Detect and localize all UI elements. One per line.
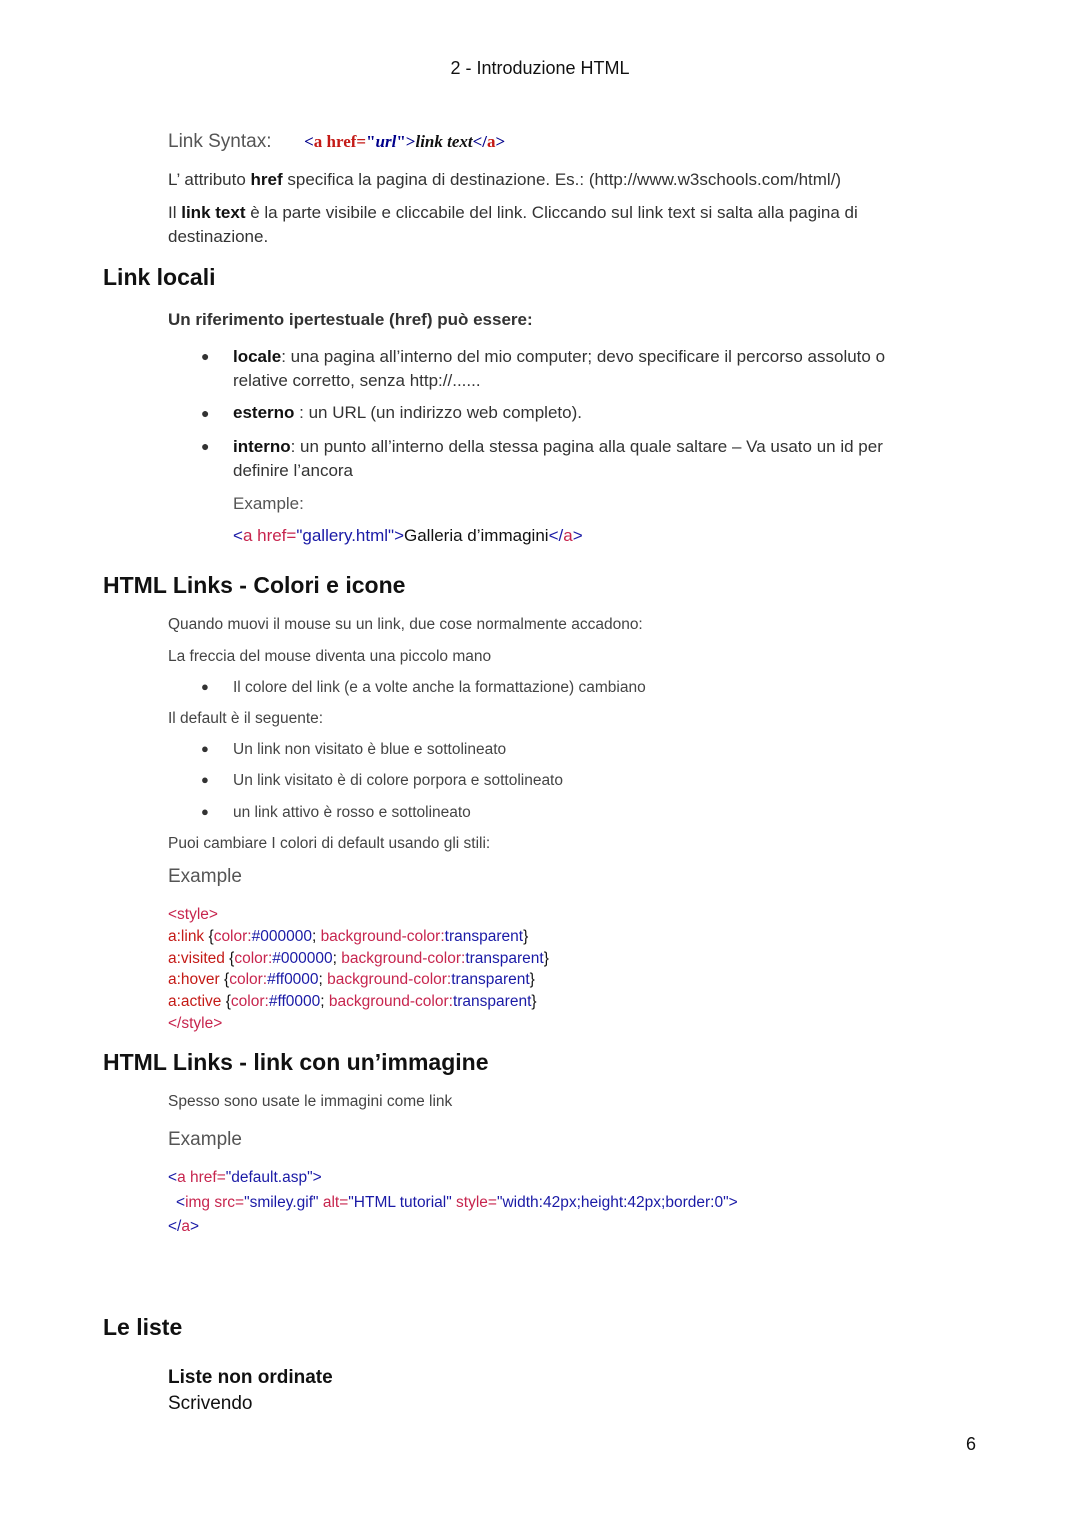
css-brace: } [543, 950, 549, 967]
code-attr: style= [456, 1194, 497, 1211]
css-value: transparent [451, 971, 530, 988]
css-sep: ; [332, 950, 342, 967]
link-syntax-line [168, 131, 505, 153]
code-a: a [181, 1218, 190, 1235]
image-code-line3 [168, 1218, 199, 1236]
heading-le-liste: Le liste [103, 1314, 183, 1340]
heading-link-immagine: HTML Links - link con un’immagine [103, 1049, 489, 1075]
syntax-close-lt: </ [472, 132, 488, 151]
css-value: transparent [452, 993, 532, 1010]
code-tag: img [185, 1194, 215, 1211]
css-selector: a:visited [168, 950, 230, 967]
css-prop: color: [230, 993, 269, 1010]
linktext-pre: Il [168, 203, 182, 222]
colors-b2: Un link non visitato è blue e sottolineato [233, 741, 507, 758]
syntax-link-text: link text [415, 132, 473, 151]
page-number: 6 [965, 1434, 976, 1454]
code-row-link [168, 928, 528, 946]
colors-p3: Il default è il seguente: [168, 710, 324, 727]
css-prop: color: [213, 928, 252, 945]
list-item-interno-2: definire l’ancora [233, 461, 354, 480]
colors-p2: La freccia del mouse diventa una piccolo mano [168, 648, 492, 665]
syntax-tag: a href= [313, 132, 367, 151]
css-value: #ff0000 [267, 971, 319, 988]
css-sep: ; [320, 993, 329, 1010]
css-selector: a:active [168, 993, 226, 1010]
css-value: transparent [444, 928, 524, 945]
css-brace: { [229, 950, 235, 967]
code-attr: src= [214, 1194, 245, 1211]
heading-link-locali: Link locali [103, 264, 216, 290]
list-item-interno [233, 437, 883, 457]
code-text: Galleria d’immagini [404, 526, 549, 545]
css-prop: background-color: [327, 971, 452, 988]
example-gallery-code [233, 526, 583, 546]
href-paragraph [168, 170, 841, 190]
syntax-close-a: a [487, 132, 496, 151]
example-label: Example: [233, 494, 304, 513]
linktext-bold: link text [181, 203, 246, 222]
item-text: : un URL (un indirizzo web completo). [294, 403, 582, 422]
css-value: #ff0000 [268, 993, 321, 1010]
code-row-visited [168, 950, 549, 968]
bullet-icon: ● [201, 804, 209, 819]
image-link-p1: Spesso sono usate le immagini come link [168, 1093, 453, 1110]
image-code-line1 [168, 1169, 322, 1187]
code-val: "smiley.gif" [244, 1194, 323, 1211]
code-style-open: <style> [168, 906, 218, 923]
colors-b4: un link attivo è rosso e sottolineato [233, 804, 471, 821]
css-prop: background-color: [320, 928, 445, 945]
item-bold: esterno [233, 403, 295, 422]
css-sep: ; [311, 928, 321, 945]
linktext-paragraph-2: destinazione. [168, 227, 269, 246]
code-attr: a href= [177, 1169, 226, 1186]
colors-example-label: Example [168, 866, 242, 887]
css-brace: } [529, 971, 535, 988]
code-style-close: </style> [168, 1015, 223, 1032]
item-bold: locale [233, 347, 282, 366]
css-prop: color: [229, 971, 268, 988]
code-a: a [563, 526, 573, 545]
css-brace: } [531, 993, 537, 1010]
syntax-label: Link Syntax: [168, 131, 272, 152]
colors-p1: Quando muovi il mouse su un link, due cose normalmente accadono: [168, 616, 643, 633]
item-text: : un punto all’interno della stessa pagina alla quale saltare – Va usato un id per [290, 437, 883, 456]
css-selector: a:link [168, 928, 209, 945]
href-pre: L’ attributo [168, 170, 251, 189]
href-bold: href [250, 170, 283, 189]
code-val: "HTML tutorial" [348, 1194, 457, 1211]
list-item-esterno [233, 403, 582, 423]
item-text: : una pagina all’interno del mio computer; devo specificare il percorso assoluto o [281, 347, 886, 366]
bullet-icon: ● [201, 772, 209, 787]
css-sep: ; [318, 971, 328, 988]
code-val: "gallery.html"> [296, 526, 404, 545]
colors-p4: Puoi cambiare I colori di default usando gli stili: [168, 835, 491, 852]
code-val: "default.asp"> [225, 1169, 322, 1186]
code-gt: > [572, 526, 583, 545]
code-close: </ [548, 526, 564, 545]
code-lt: < [168, 1169, 178, 1186]
bullet-icon: ● [201, 679, 209, 694]
code-row-hover [168, 971, 535, 989]
syntax-quote-gt: "> [396, 132, 416, 151]
syntax-gt: > [495, 132, 506, 151]
href-post: specifica la pagina di destinazione. Es.: (http://www.w3schools.com/html/) [282, 170, 842, 189]
subheading-href: Un riferimento ipertestuale (href) può essere: [168, 310, 533, 329]
css-value: transparent [465, 950, 544, 967]
code-gt: > [189, 1218, 200, 1235]
code-attr: alt= [322, 1194, 349, 1211]
syntax-lt: < [304, 132, 314, 151]
code-lt: < [176, 1194, 186, 1211]
heading-colori-icone: HTML Links - Colori e icone [103, 572, 406, 598]
image-link-example-label: Example [168, 1129, 242, 1150]
bullet-icon: ● [201, 438, 210, 454]
bullet-icon: ● [201, 405, 210, 421]
bullet-icon: ● [201, 348, 210, 364]
code-row-active [168, 993, 537, 1011]
colors-b1: Il colore del link (e a volte anche la formattazione) cambiano [233, 679, 646, 696]
css-value: #000000 [251, 928, 312, 945]
css-brace: { [224, 971, 230, 988]
code-lt: < [233, 526, 243, 545]
code-lt: </ [168, 1218, 182, 1235]
css-brace: { [208, 928, 214, 945]
list-item-locale [233, 347, 885, 367]
css-brace: { [225, 993, 231, 1010]
page-header: 2 - Introduzione HTML [450, 58, 630, 78]
image-code-line2 [176, 1194, 738, 1212]
linktext-post1: è la parte visibile e cliccabile del link. Cliccando sul link text si salta alla pagina di [245, 203, 858, 222]
css-prop: background-color: [328, 993, 453, 1010]
css-prop: color: [234, 950, 273, 967]
bullet-icon: ● [201, 741, 209, 756]
lists-text: Scrivendo [168, 1393, 253, 1414]
colors-b3: Un link visitato è di colore porpora e sottolineato [233, 772, 563, 789]
css-brace: } [523, 928, 529, 945]
code-attr: a href= [242, 526, 297, 545]
item-bold: interno [233, 437, 291, 456]
syntax-url: url [375, 132, 397, 151]
subheading-liste-non-ordinate: Liste non ordinate [168, 1367, 333, 1388]
linktext-paragraph [168, 203, 858, 223]
css-value: #000000 [272, 950, 333, 967]
code-val: "width:42px;height:42px;border:0"> [496, 1194, 738, 1211]
syntax-quote: " [366, 132, 376, 151]
css-selector: a:hover [168, 971, 225, 988]
list-item-locale-2: relative corretto, senza http://...... [233, 371, 481, 390]
css-prop: background-color: [341, 950, 466, 967]
